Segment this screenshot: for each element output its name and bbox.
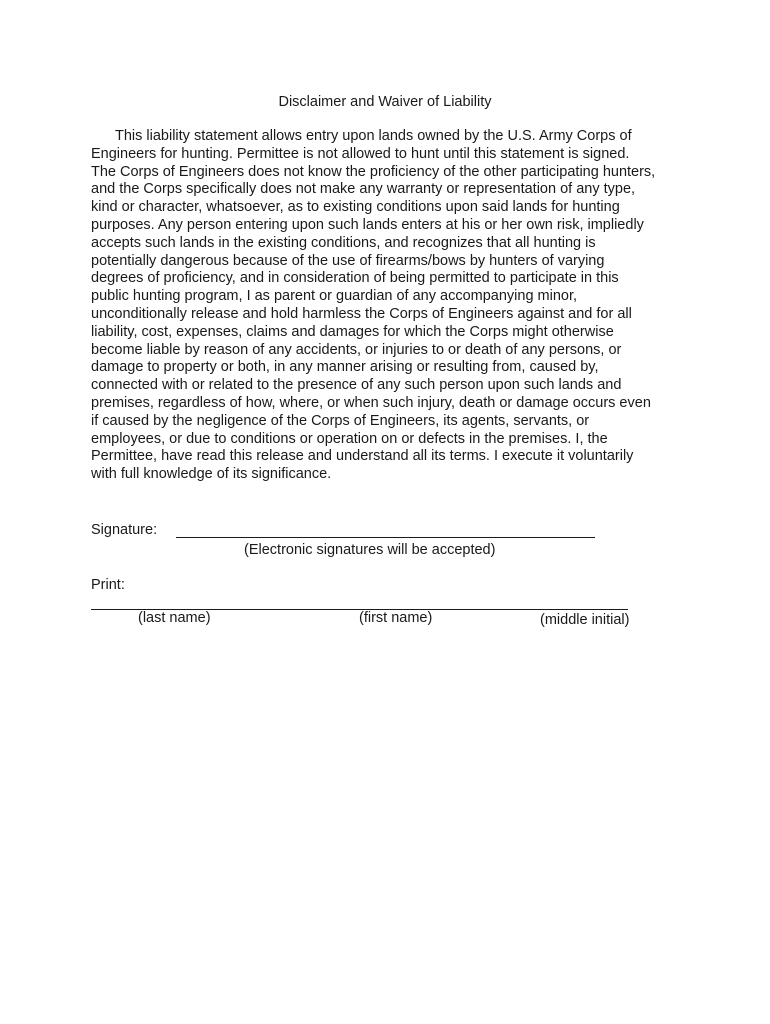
signature-line[interactable]	[176, 537, 595, 538]
body-line: kind or character, whatsoever, as to existing conditions upon said lands for hunting	[91, 199, 620, 216]
middle-initial-caption: (middle initial)	[540, 612, 630, 628]
body-line: purposes. Any person entering upon such lands enters at his or her own risk, impliedly	[91, 216, 644, 233]
body-line: Permittee, have read this release and understand all its terms. I execute it voluntarily	[91, 448, 634, 465]
body-line: liability, cost, expenses, claims and damages for which the Corps might otherwise	[91, 323, 614, 340]
body-line: employees, or due to conditions or operation on or defects in the premises. I, the	[91, 430, 608, 447]
body-line: if caused by the negligence of the Corps of Engineers, its agents, servants, or	[91, 412, 590, 429]
signature-note: (Electronic signatures will be accepted)	[244, 542, 496, 558]
body-line: This liability statement allows entry upon lands owned by the U.S. Army Corps of	[115, 128, 632, 144]
waiver-body	[91, 128, 691, 484]
first-name-caption: (first name)	[359, 610, 433, 626]
body-line: Engineers for hunting. Permittee is not allowed to hunt until this statement is signed.	[91, 145, 630, 162]
body-line: unconditionally release and hold harmless the Corps of Engineers against and for all	[91, 305, 632, 322]
document-title: Disclaimer and Waiver of Liability	[278, 94, 492, 110]
signature-label: Signature:	[91, 522, 158, 538]
body-line: The Corps of Engineers does not know the proficiency of the other participating hunters,	[91, 163, 656, 180]
body-line: become liable by reason of any accidents, or injuries to or death of any persons, or	[91, 341, 622, 358]
body-line: and the Corps specifically does not make any warranty or representation of any type,	[91, 181, 636, 198]
body-line: with full knowledge of its significance.	[91, 466, 332, 483]
body-line: connected with or related to the presence of any such person upon such lands and	[91, 377, 622, 394]
body-line: degrees of proficiency, and in consideration of being permitted to participate in this	[91, 270, 619, 287]
body-line: premises, regardless of how, where, or when such injury, death or damage occurs even	[91, 394, 651, 411]
body-line: public hunting program, I as parent or guardian of any accompanying minor,	[91, 288, 578, 305]
body-line: accepts such lands in the existing conditions, and recognizes that all hunting is	[91, 234, 596, 251]
last-name-caption: (last name)	[138, 610, 211, 626]
body-line: potentially dangerous because of the use of firearms/bows by hunters of varying	[91, 252, 605, 269]
body-line: damage to property or both, in any manner arising or resulting from, caused by,	[91, 359, 599, 376]
print-label: Print:	[91, 577, 125, 593]
